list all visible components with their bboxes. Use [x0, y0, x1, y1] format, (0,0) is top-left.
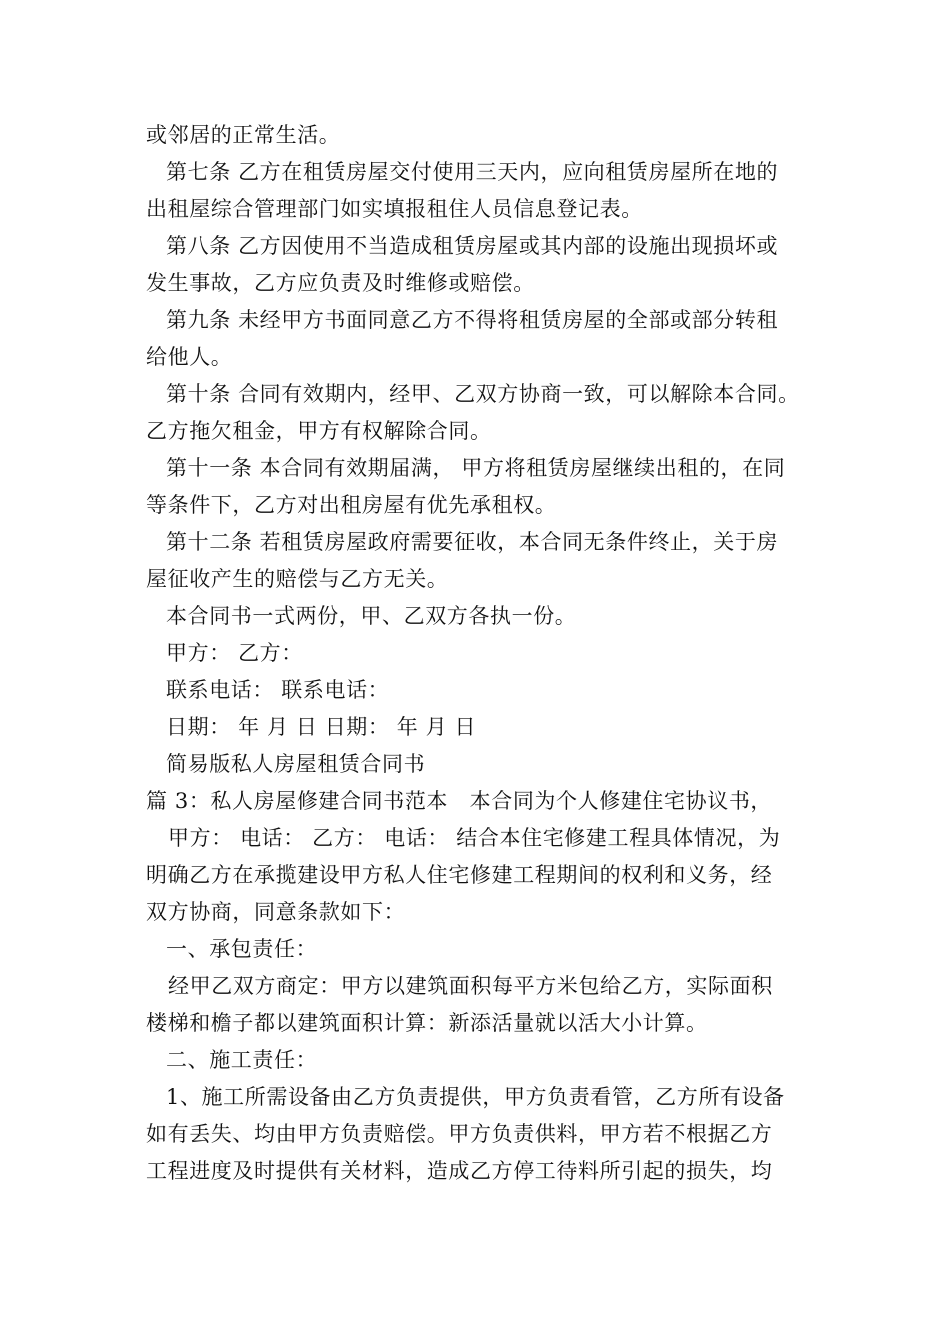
text-line: 第七条 乙方在租赁房屋交付使用三天内，应向租赁房屋所在地的: [166, 160, 779, 184]
text-line: 1、施工所需设备由乙方负责提供，甲方负责看管，乙方所有设备: [166, 1085, 785, 1109]
clause-heading: 一、承包责任：: [166, 937, 318, 961]
text-line: 乙方拖欠租金，甲方有权解除合同。: [146, 419, 492, 443]
text-line: 本合同书一式两份，甲、乙双方各执一份。: [166, 604, 577, 628]
signature-date-line: 日期： 年 月 日 日期： 年 月 日: [166, 715, 477, 739]
text-line: 楼梯和檐子都以建筑面积计算：新添活量就以活大小计算。: [146, 1011, 708, 1035]
section-title: 简易版私人房屋租赁合同书: [166, 752, 426, 776]
text-line: 甲方： 电话： 乙方： 电话： 结合本住宅修建工程具体情况，为: [168, 826, 781, 850]
text-line: 如有丢失、均由甲方负责赔偿。甲方负责供料，甲方若不根据乙方: [146, 1122, 773, 1146]
text-line: 给他人。: [146, 345, 233, 369]
text-line: 第十一条 本合同有效期届满， 甲方将租赁房屋继续出租的，在同: [166, 456, 786, 480]
text-line: 第十二条 若租赁房屋政府需要征收，本合同无条件终止，关于房: [166, 530, 779, 554]
text-line: 经甲乙双方商定：甲方以建筑面积每平方米包给乙方，实际面积: [168, 974, 773, 998]
text-line: 明确乙方在承揽建设甲方私人住宅修建工程期间的权利和义务，经: [146, 863, 773, 887]
text-line: 第八条 乙方因使用不当造成租赁房屋或其内部的设施出现损坏或: [166, 234, 779, 258]
chapter-heading: 篇 3：私人房屋修建合同书范本 本合同为个人修建住宅协议书，: [146, 789, 773, 813]
text-line: 或邻居的正常生活。: [146, 123, 341, 147]
clause-heading: 二、施工责任：: [166, 1048, 318, 1072]
text-line: 等条件下，乙方对出租房屋有优先承租权。: [146, 493, 557, 517]
signature-party-line: 甲方： 乙方：: [166, 641, 303, 665]
text-line: 发生事故，乙方应负责及时维修或赔偿。: [146, 271, 535, 295]
text-line: 屋征收产生的赔偿与乙方无关。: [146, 567, 449, 591]
signature-phone-line: 联系电话： 联系电话：: [166, 678, 390, 702]
text-line: 第九条 未经甲方书面同意乙方不得将租赁房屋的全部或部分转租: [166, 308, 779, 332]
text-line: 第十条 合同有效期内，经甲、乙双方协商一致，可以解除本合同。: [166, 382, 800, 406]
text-line: 出租屋综合管理部门如实填报租住人员信息登记表。: [146, 197, 643, 221]
text-line: 工程进度及时提供有关材料，造成乙方停工待料所引起的损失，均: [146, 1159, 773, 1183]
text-line: 双方协商，同意条款如下：: [146, 900, 406, 924]
